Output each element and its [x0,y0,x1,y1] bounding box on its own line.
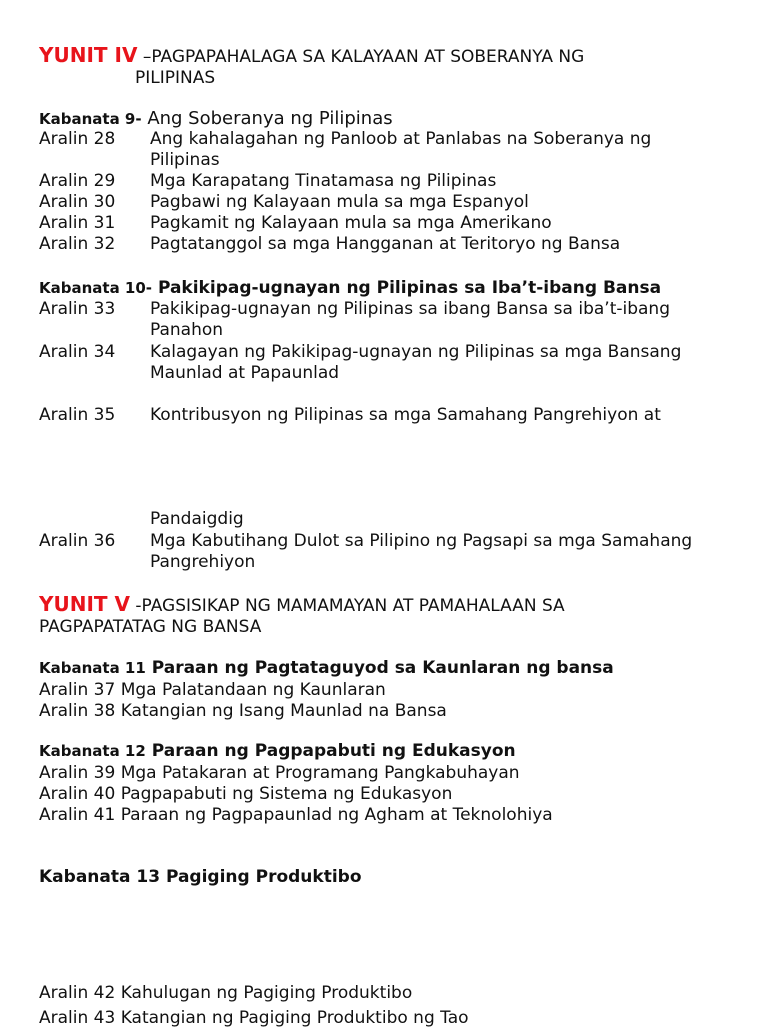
lesson-number: Aralin 36 [39,531,116,551]
unit-iv-label: YUNIT IV [39,43,138,67]
lesson-37: Aralin 37 Mga Palatandaan ng Kaunlaran [39,680,386,700]
lesson-title: Pagbawi ng Kalayaan mula sa mga Espanyol [150,192,529,212]
lesson-number: Aralin 29 [39,171,116,191]
chapter-11-title: Paraan ng Pagtataguyod sa Kaunlaran ng bansa [145,658,614,678]
lesson-title-cont: Pilipinas [150,150,220,170]
lesson-38: Aralin 38 Katangian ng Isang Maunlad na Bansa [39,701,447,721]
lesson-title-cont: Pandaigdig [150,509,244,529]
lesson-number: Aralin 33 [39,299,116,319]
lesson-title-cont: Pangrehiyon [150,552,256,572]
chapter-12-title: Paraan ng Pagpapabuti ng Edukasyon [145,741,516,761]
lesson-number: Aralin 34 [39,342,116,362]
chapter-11-heading [39,658,614,679]
lesson-43: Aralin 43 Katangian ng Pagiging Produktibo ng Tao [39,1008,469,1028]
unit-v-title-line1: -PAGSISIKAP NG MAMAMAYAN AT PAMAHALAAN SA [130,596,565,616]
unit-iv-title-line2: PILIPINAS [135,68,216,88]
chapter-10-heading [39,278,661,299]
lesson-title: Pagtatanggol sa mga Hangganan at Teritoryo ng Bansa [150,234,621,254]
lesson-39: Aralin 39 Mga Patakaran at Programang Pangkabuhayan [39,763,520,783]
lesson-40: Aralin 40 Pagpapabuti ng Sistema ng Edukasyon [39,784,453,804]
lesson-42: Aralin 42 Kahulugan ng Pagiging Produktibo [39,983,413,1003]
lesson-title: Kontribusyon ng Pilipinas sa mga Samahang Pangrehiyon at [150,405,661,425]
lesson-title: Ang kahalagahan ng Panloob at Panlabas na Soberanya ng [150,129,652,149]
lesson-number: Aralin 35 [39,405,116,425]
chapter-10-title: Pakikipag-ugnayan ng Pilipinas sa Iba’t-ibang Bansa [152,278,662,298]
lesson-title: Mga Kabutihang Dulot sa Pilipino ng Pagsapi sa mga Samahang [150,531,693,551]
chapter-13-heading: Kabanata 13 Pagiging Produktibo [39,867,362,887]
chapter-12-heading [39,741,516,762]
lesson-number: Aralin 30 [39,192,116,212]
chapter-9-heading [39,108,393,130]
chapter-9-label: Kabanata 9- [39,110,142,128]
chapter-9-title: Ang Soberanya ng Pilipinas [141,108,393,129]
chapter-12-label: Kabanata 12 [39,742,146,760]
lesson-28 [0,129,768,171]
chapter-11-label: Kabanata 11 [39,659,146,677]
lesson-41: Aralin 41 Paraan ng Pagpapaunlad ng Agham at Teknolohiya [39,805,553,825]
lesson-number: Aralin 32 [39,234,116,254]
lesson-title: Pagkamit ng Kalayaan mula sa mga Amerikano [150,213,552,233]
unit-v-label: YUNIT V [39,592,130,616]
unit-v-heading [39,594,565,617]
unit-iv-title-line1: –PAGPAPAHALAGA SA KALAYAAN AT SOBERANYA NG [137,47,585,67]
lesson-number: Aralin 31 [39,213,116,233]
unit-iv-heading [39,45,584,68]
lesson-title: Mga Karapatang Tinatamasa ng Pilipinas [150,171,497,191]
lesson-number: Aralin 28 [39,129,116,149]
chapter-10-label: Kabanata 10- [39,279,153,297]
lesson-title-cont: Maunlad at Papaunlad [150,363,340,383]
unit-v-title-line2: PAGPAPATATAG NG BANSA [39,617,262,637]
lesson-title-cont: Panahon [150,320,224,340]
lesson-title: Kalagayan ng Pakikipag-ugnayan ng Pilipinas sa mga Bansang [150,342,682,362]
lesson-title: Pakikipag-ugnayan ng Pilipinas sa ibang Bansa sa iba’t-ibang [150,299,670,319]
